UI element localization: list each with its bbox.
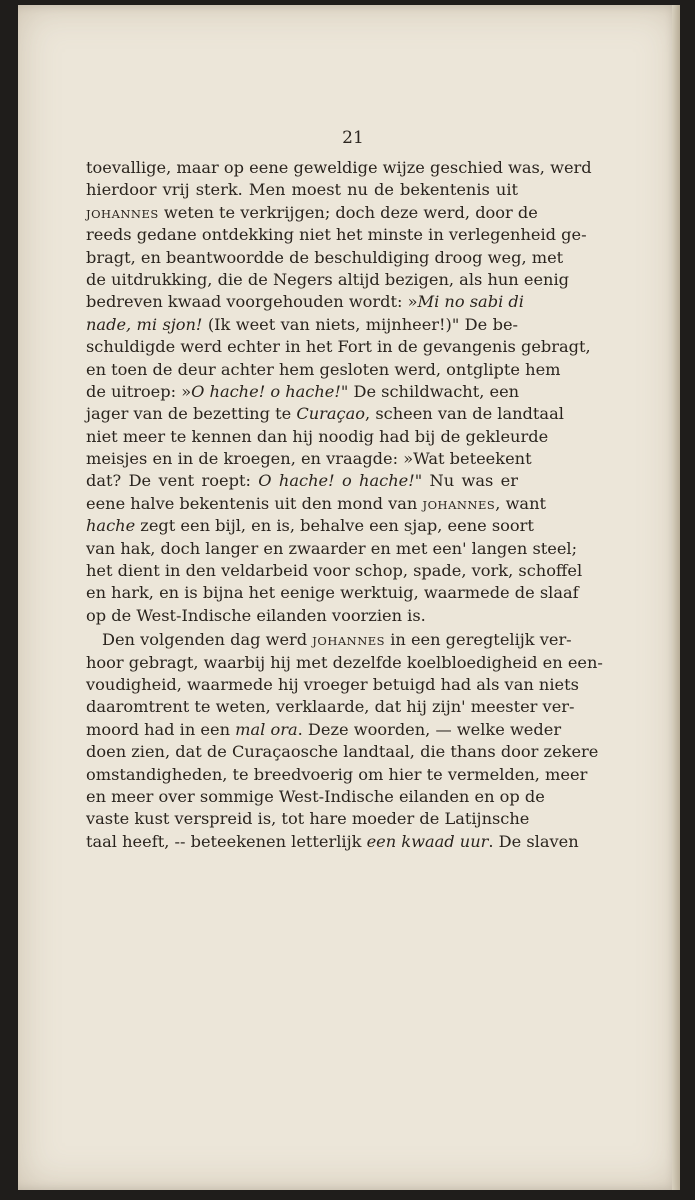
text-line xyxy=(86,582,579,604)
text-run: weten te verkrijgen; doch deze werd, door de xyxy=(158,202,538,222)
text-line xyxy=(86,381,518,403)
text-run: Den volgenden dag werd xyxy=(102,630,313,650)
text-run: voudigheid, waarmede hij vroeger betuigd had als van niets xyxy=(86,674,579,694)
text-run: eene halve bekentenis uit den mond van xyxy=(86,493,423,513)
text-line xyxy=(86,674,579,696)
text-run: (Ik weet van niets, mijnheer!)" De be- xyxy=(202,314,519,334)
text-run: de uitdrukking, die de Negers altijd bezigen, als hun eenig xyxy=(86,269,569,289)
text-line xyxy=(86,314,518,336)
text-run: en toen de deur achter hem gesloten werd, ontglipte hem xyxy=(86,359,561,379)
text-run: taal heeft, -- beteekenen letterlijk xyxy=(86,831,367,851)
text-run: op de West-Indische eilanden voorzien is. xyxy=(86,605,426,625)
text-line xyxy=(86,629,572,651)
text-run: " De schildwacht, een xyxy=(340,381,520,401)
italic-phrase: Mi no sabi di xyxy=(417,292,524,312)
italic-phrase: O hache! o hache! xyxy=(258,471,415,491)
text-run: , scheen van de landtaal xyxy=(365,404,564,424)
text-line xyxy=(86,538,578,560)
text-line xyxy=(86,493,547,515)
text-line xyxy=(86,764,588,786)
text-run: vaste kust verspreid is, tot hare moeder de Latijnsche xyxy=(86,809,530,829)
text-line xyxy=(86,157,592,179)
text-run: , want xyxy=(495,493,547,513)
text-line xyxy=(86,470,518,492)
text-line xyxy=(86,336,591,358)
text-run: schuldigde werd echter in het Fort in de gevangenis gebragt, xyxy=(86,337,591,357)
name-smallcaps: JOHANNES xyxy=(86,206,159,221)
italic-phrase: nade, mi sjon! xyxy=(86,314,203,334)
text-line xyxy=(86,247,564,269)
text-line xyxy=(86,560,583,582)
text-line xyxy=(86,808,530,830)
text-line xyxy=(86,448,532,470)
text-run: de uitroep: » xyxy=(86,381,192,401)
text-line xyxy=(86,515,534,537)
text-line xyxy=(86,605,518,627)
text-line xyxy=(86,652,603,674)
text-run: en hark, en is bijna het eenige werktuig, waarmede de slaaf xyxy=(86,583,579,603)
text-line xyxy=(86,291,524,313)
text-run: doen zien, dat de Curaçaosche landtaal, die thans door zekere xyxy=(86,742,599,762)
text-run: reeds gedane ontdekking niet het minste in verlegenheid ge- xyxy=(86,225,587,245)
page-number: 21 xyxy=(342,128,364,148)
text-line xyxy=(86,179,518,201)
italic-phrase: O hache! o hache! xyxy=(191,381,341,401)
text-run: jager van de bezetting te xyxy=(86,404,297,424)
text-run: in een geregtelijk ver- xyxy=(385,630,572,650)
text-run: meisjes en in de kroegen, en vraagde: »Wat beteekent xyxy=(86,449,532,469)
italic-phrase: een kwaad uur xyxy=(366,831,489,851)
paragraph xyxy=(86,629,603,853)
text-line xyxy=(86,719,562,741)
text-run: bedreven kwaad voorgehouden wordt: » xyxy=(86,292,418,312)
text-run: zegt een bijl, en is, behalve een sjap, eene soort xyxy=(135,516,534,536)
text-run: hoor gebragt, waarbij hij met dezelfde koelbloedigheid en een- xyxy=(86,652,603,672)
text-line xyxy=(86,224,587,246)
text-line xyxy=(86,741,599,763)
text-line xyxy=(86,359,561,381)
text-run: moord had in een xyxy=(86,719,236,739)
text-line xyxy=(86,786,545,808)
text-run: . Deze woorden, — welke weder xyxy=(297,719,562,739)
text-run: toevallige, maar op eene geweldige wijze geschied was, werd xyxy=(86,158,592,177)
text-line xyxy=(86,426,549,448)
name-smallcaps: JOHANNES xyxy=(312,634,386,649)
text-line xyxy=(86,202,538,224)
text-run: daaromtrent te weten, verklaarde, dat hij zijn' meester ver- xyxy=(86,697,575,717)
italic-phrase: Curaçao xyxy=(296,404,366,424)
text-run: " Nu was er xyxy=(414,471,518,491)
italic-phrase: hache xyxy=(86,516,136,536)
text-run: dat? De vent roept: xyxy=(86,471,259,491)
book-page xyxy=(18,5,680,1190)
name-smallcaps: JOHANNES xyxy=(422,497,496,512)
text-run: het dient in den veldarbeid voor schop, spade, vork, schoffel xyxy=(86,561,583,581)
text-run: hierdoor vrij sterk. Men moest nu de bekentenis uit xyxy=(86,180,518,200)
text-line xyxy=(86,269,569,291)
text-run: omstandigheden, te breedvoerig om hier te vermelden, meer xyxy=(86,764,588,784)
italic-phrase: mal ora xyxy=(235,719,298,739)
text-line xyxy=(86,831,579,853)
page-edge xyxy=(672,5,680,1190)
text-line xyxy=(86,403,564,425)
paragraph xyxy=(86,157,592,627)
text-run: . De slaven xyxy=(488,831,579,851)
text-line xyxy=(86,696,575,718)
text-run: en meer over sommige West-Indische eilanden en op de xyxy=(86,786,545,806)
text-run: niet meer te kennen dan hij noodig had bij de gekleurde xyxy=(86,426,549,446)
body-text xyxy=(86,157,603,853)
text-run: van hak, doch langer en zwaarder en met een' langen steel; xyxy=(86,538,578,558)
text-run: bragt, en beantwoordde de beschuldiging droog weg, met xyxy=(86,247,564,267)
